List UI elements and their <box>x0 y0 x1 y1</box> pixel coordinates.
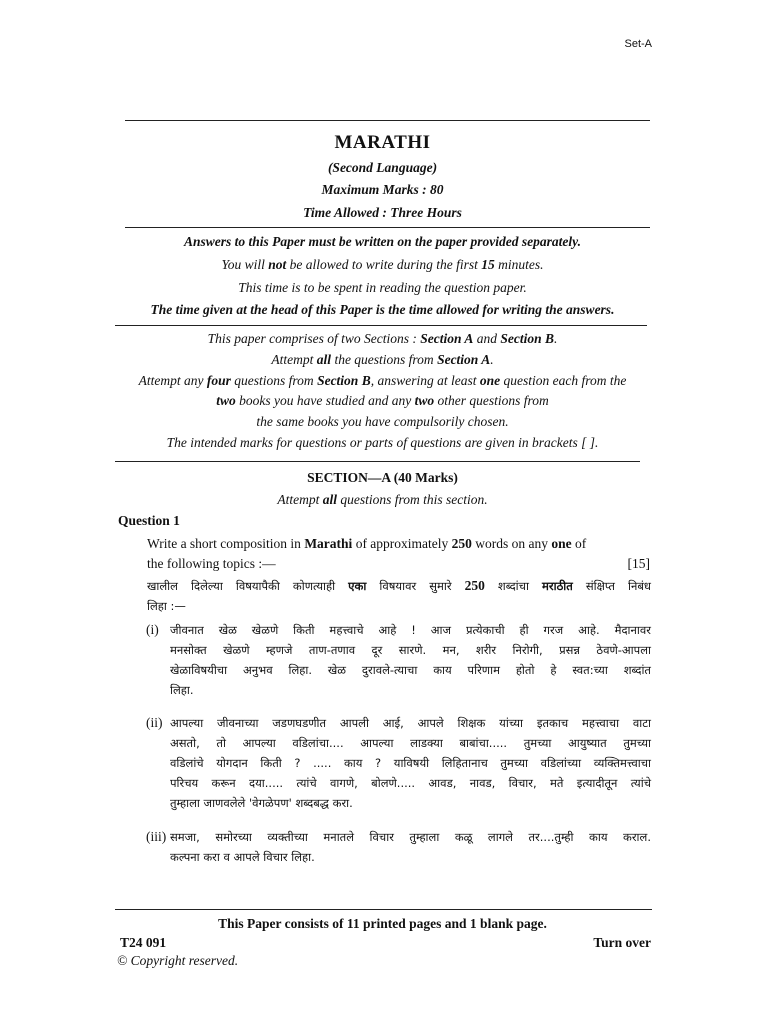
question-1-marks: [15] <box>627 556 650 571</box>
topic-number: (ii) <box>146 715 163 730</box>
question-1-english-line2: the following topics :— <box>147 556 276 571</box>
q-emph: एका <box>348 579 367 593</box>
topic-number: (i) <box>146 622 159 637</box>
q-emph: one <box>551 536 572 551</box>
topic-line: खेळाविषयीचा अनुभव लिहा. खेळ दुरावले-त्याचा काय परिणाम होतो हे स्वत:च्या शब्दांत <box>170 663 651 677</box>
topic-line: तुम्हाला जाणवलेले 'वेगळेपण' शब्दबद्ध करा. <box>170 796 353 810</box>
q-text: words on any <box>471 536 552 551</box>
question-1-label: Question 1 <box>118 513 180 528</box>
instr-text: Attempt any <box>138 373 207 388</box>
topic-line: आपल्या जीवनाच्या जडणघडणीत आपली आई, आपले शिक्षक यांच्या इतकाच महत्त्वाचा वाटा <box>170 716 652 730</box>
topic-line: लिहा. <box>170 683 194 697</box>
instr-not-write <box>115 257 650 273</box>
topic-i <box>146 620 651 704</box>
topic-ii <box>146 713 651 817</box>
instr-emph: two <box>414 393 435 408</box>
instr-text: be allowed to write during the first <box>286 257 482 272</box>
topic-line: वडिलांचे योगदान किती ? ..... काय ? याविषयी लिहितानाच तुमच्या वडिलांच्या व्यक्तिमत्त्वाचा <box>170 756 651 770</box>
instr-books <box>115 393 650 409</box>
instr-text: questions from <box>230 373 318 388</box>
question-1-marathi-line2: लिहा :— <box>147 599 186 613</box>
topic-line: असतो, तो आपल्या वडिलांचा.... आपल्या लाडक्या बाबांचा..... तुमच्या आयुष्यात तुमच्या <box>170 736 651 750</box>
paper-title: MARATHI <box>334 132 431 153</box>
instr-emph: Section B <box>317 373 371 388</box>
instr-text: Attempt <box>271 352 317 367</box>
instr-text: , answering at least <box>370 373 480 388</box>
instr-emph: not <box>268 257 287 272</box>
topic-line: मनसोक्त खेळणे म्हणजे ताण-तणाव दूर सारणे. मन, शरीर निरोगी, प्रसन्न ठेवणे-आपला <box>170 643 651 657</box>
topic-line: कल्पना करा व आपले विचार लिहा. <box>170 850 315 864</box>
instr-text: the questions from <box>331 352 438 367</box>
footer-rule <box>115 909 652 910</box>
paper-subtitle: (Second Language) <box>327 160 438 175</box>
question-1-english-line1 <box>147 534 617 554</box>
instr-text: . <box>490 352 494 367</box>
instr-attempt-all <box>115 352 650 368</box>
instr-text: and <box>473 331 501 346</box>
q-text: of <box>571 536 587 551</box>
instr-emph: 15 <box>481 257 495 272</box>
instr-text: minutes. <box>494 257 544 272</box>
instr-answers: Answers to this Paper must be written on the paper provided separately. <box>183 234 582 249</box>
instr-sections <box>115 331 650 347</box>
q-text: खालील दिलेल्या विषयापैकी कोणत्याही <box>147 579 349 593</box>
question-1-english <box>147 534 617 574</box>
turn-over: Turn over <box>593 935 651 950</box>
instr-text: Attempt <box>277 492 323 507</box>
q-text: शब्दांचा <box>484 579 543 593</box>
instr-text: . <box>554 331 558 346</box>
instr-emph: Section B <box>500 331 555 346</box>
instr-reading: This time is to be spent in reading the question paper. <box>238 280 527 295</box>
question-1-marathi <box>147 576 651 616</box>
instr-emph: all <box>316 352 332 367</box>
top-rule <box>125 120 650 121</box>
instr-emph: two <box>216 393 236 408</box>
q-text: Write a short composition in <box>147 536 305 551</box>
instr-emph: Section A <box>420 331 474 346</box>
instr-text: questions from this section. <box>337 492 488 507</box>
section-a-heading: SECTION—A (40 Marks) <box>307 470 458 485</box>
rule-2 <box>125 227 650 228</box>
set-label: Set-A <box>624 38 652 50</box>
instr-emph: all <box>322 492 337 507</box>
instr-text: books you have studied and any <box>235 393 415 408</box>
instr-emph: Section A <box>437 352 491 367</box>
instr-text: question each from the <box>500 373 627 388</box>
instr-same-books: the same books you have compulsorily chosen. <box>256 414 509 429</box>
instr-text: other questions from <box>434 393 549 408</box>
topic-text <box>170 620 651 700</box>
topic-text <box>170 827 651 867</box>
topic-iii <box>146 827 651 871</box>
instr-text: This paper comprises of two Sections : <box>207 331 421 346</box>
topic-line: जीवनात खेळ खेळणे किती महत्त्वाचे आहे ! आज प्रत्येकाची ही गरज आहे. मैदानावर <box>170 623 651 637</box>
time-allowed: Time Allowed : Three Hours <box>303 205 462 220</box>
q-text: of approximately <box>352 536 452 551</box>
copyright: © Copyright reserved. <box>117 953 239 968</box>
instr-time-given: The time given at the head of this Paper is the time allowed for writing the answers. <box>150 302 615 317</box>
q-emph: मराठीत <box>542 579 573 593</box>
rule-3 <box>115 325 647 326</box>
max-marks: Maximum Marks : 80 <box>321 182 444 197</box>
instr-emph: four <box>206 373 231 388</box>
topic-number: (iii) <box>146 829 167 844</box>
question-1-marathi-line1 <box>147 576 651 596</box>
instr-attempt-four <box>115 373 650 389</box>
q-text: विषयावर सुमारे <box>366 579 465 593</box>
q-text: संक्षिप्त निबंध <box>572 579 652 593</box>
paper-code: T24 091 <box>120 935 167 950</box>
page-count-note: This Paper consists of 11 printed pages and 1 blank page. <box>218 916 547 931</box>
rule-4 <box>115 461 640 462</box>
instr-emph: one <box>479 373 501 388</box>
topic-line: समजा, समोरच्या व्यक्तीच्या मनातले विचार तुम्हाला कळू लागले तर....तुम्ही काय कराल. <box>170 830 651 844</box>
topic-line: परिचय करून दया..... त्यांचे वागणे, बोलणे..... आवड, नावड, विचार, मते इत्यादीतून त्यांचे <box>170 776 651 790</box>
topic-text <box>170 713 651 813</box>
instr-marks-brackets: The intended marks for questions or parts of questions are given in brackets [ ]. <box>166 435 599 450</box>
instr-text: You will <box>221 257 269 272</box>
section-a-instruction <box>115 492 650 508</box>
q-emph: 250 <box>464 578 485 593</box>
q-emph: Marathi <box>304 536 353 551</box>
q-emph: 250 <box>451 536 472 551</box>
